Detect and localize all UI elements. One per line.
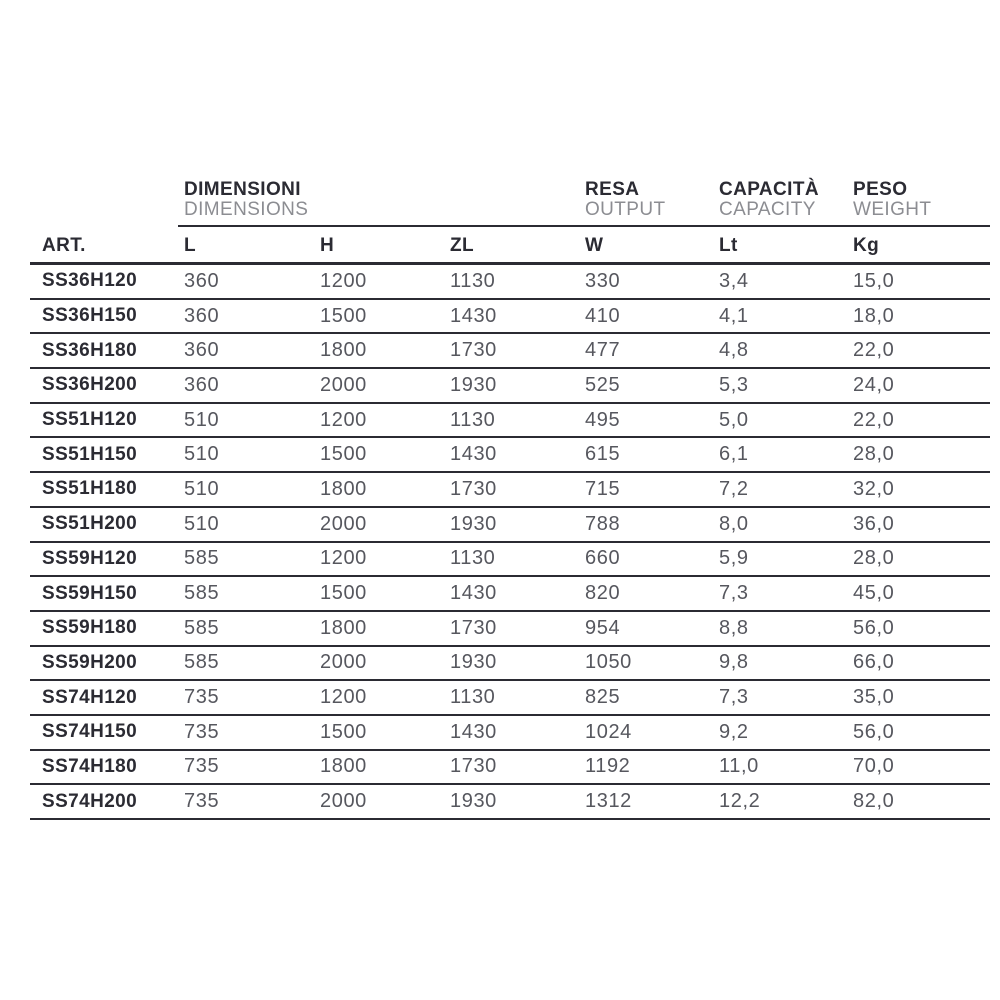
cell-art: SS36H180 xyxy=(30,333,178,368)
cell-h: 1200 xyxy=(320,542,450,577)
column-header-art: ART. xyxy=(30,226,178,264)
cell-art: SS51H180 xyxy=(30,472,178,507)
cell-zl: 1130 xyxy=(450,403,585,438)
group-header-output xyxy=(585,178,719,226)
cell-zl: 1730 xyxy=(450,333,585,368)
cell-kg: 22,0 xyxy=(853,403,990,438)
cell-zl: 1930 xyxy=(450,368,585,403)
cell-l: 735 xyxy=(178,715,320,750)
table-row xyxy=(30,403,990,438)
cell-kg: 45,0 xyxy=(853,576,990,611)
cell-zl: 1430 xyxy=(450,299,585,334)
cell-h: 1500 xyxy=(320,576,450,611)
product-spec-table xyxy=(30,178,990,820)
cell-kg: 28,0 xyxy=(853,437,990,472)
cell-l: 585 xyxy=(178,542,320,577)
cell-lt: 5,9 xyxy=(719,542,853,577)
cell-art: SS74H180 xyxy=(30,750,178,785)
table-row xyxy=(30,784,990,819)
cell-w: 525 xyxy=(585,368,719,403)
cell-zl: 1430 xyxy=(450,576,585,611)
cell-h: 1200 xyxy=(320,264,450,299)
cell-zl: 1930 xyxy=(450,784,585,819)
group-label-primary: RESA xyxy=(585,179,640,200)
cell-zl: 1930 xyxy=(450,646,585,681)
cell-art: SS74H200 xyxy=(30,784,178,819)
cell-kg: 36,0 xyxy=(853,507,990,542)
cell-art: SS36H120 xyxy=(30,264,178,299)
table-row xyxy=(30,542,990,577)
cell-h: 2000 xyxy=(320,368,450,403)
cell-h: 1500 xyxy=(320,715,450,750)
cell-w: 410 xyxy=(585,299,719,334)
group-header-dimensions xyxy=(178,178,585,226)
cell-w: 615 xyxy=(585,437,719,472)
cell-kg: 56,0 xyxy=(853,611,990,646)
table-row xyxy=(30,507,990,542)
cell-w: 954 xyxy=(585,611,719,646)
cell-l: 510 xyxy=(178,403,320,438)
cell-lt: 4,1 xyxy=(719,299,853,334)
cell-w: 1192 xyxy=(585,750,719,785)
cell-kg: 32,0 xyxy=(853,472,990,507)
cell-h: 2000 xyxy=(320,507,450,542)
cell-lt: 9,2 xyxy=(719,715,853,750)
column-header-h: H xyxy=(320,226,450,264)
cell-h: 1500 xyxy=(320,299,450,334)
cell-zl: 1730 xyxy=(450,472,585,507)
cell-w: 1312 xyxy=(585,784,719,819)
cell-lt: 4,8 xyxy=(719,333,853,368)
table-body xyxy=(30,264,990,820)
cell-art: SS36H200 xyxy=(30,368,178,403)
column-header-w: W xyxy=(585,226,719,264)
cell-zl: 1930 xyxy=(450,507,585,542)
table-row xyxy=(30,715,990,750)
group-label-secondary: CAPACITY xyxy=(719,199,816,220)
cell-lt: 7,3 xyxy=(719,576,853,611)
group-label-primary: DIMENSIONI xyxy=(184,179,301,200)
column-header-row xyxy=(30,226,990,264)
cell-zl: 1430 xyxy=(450,437,585,472)
cell-art: SS74H150 xyxy=(30,715,178,750)
group-header-weight xyxy=(853,178,990,226)
cell-kg: 18,0 xyxy=(853,299,990,334)
table-row xyxy=(30,333,990,368)
cell-lt: 7,3 xyxy=(719,680,853,715)
cell-art: SS51H150 xyxy=(30,437,178,472)
cell-l: 360 xyxy=(178,368,320,403)
cell-h: 1200 xyxy=(320,680,450,715)
column-header-l: L xyxy=(178,226,320,264)
cell-w: 495 xyxy=(585,403,719,438)
cell-kg: 70,0 xyxy=(853,750,990,785)
cell-l: 360 xyxy=(178,299,320,334)
cell-h: 1800 xyxy=(320,750,450,785)
cell-lt: 9,8 xyxy=(719,646,853,681)
cell-lt: 8,0 xyxy=(719,507,853,542)
column-header-lt: Lt xyxy=(719,226,853,264)
cell-lt: 3,4 xyxy=(719,264,853,299)
cell-kg: 22,0 xyxy=(853,333,990,368)
cell-h: 1800 xyxy=(320,333,450,368)
cell-art: SS51H120 xyxy=(30,403,178,438)
cell-w: 820 xyxy=(585,576,719,611)
cell-h: 2000 xyxy=(320,784,450,819)
cell-h: 1800 xyxy=(320,611,450,646)
cell-h: 1200 xyxy=(320,403,450,438)
cell-w: 330 xyxy=(585,264,719,299)
cell-w: 825 xyxy=(585,680,719,715)
table-row xyxy=(30,368,990,403)
cell-w: 477 xyxy=(585,333,719,368)
cell-w: 1050 xyxy=(585,646,719,681)
cell-kg: 56,0 xyxy=(853,715,990,750)
cell-kg: 66,0 xyxy=(853,646,990,681)
cell-lt: 12,2 xyxy=(719,784,853,819)
group-header-capacity xyxy=(719,178,853,226)
cell-l: 735 xyxy=(178,784,320,819)
column-header-kg: Kg xyxy=(853,226,990,264)
table-row xyxy=(30,437,990,472)
cell-art: SS36H150 xyxy=(30,299,178,334)
cell-kg: 28,0 xyxy=(853,542,990,577)
cell-lt: 7,2 xyxy=(719,472,853,507)
cell-kg: 82,0 xyxy=(853,784,990,819)
group-header-spacer xyxy=(30,178,178,226)
cell-lt: 5,3 xyxy=(719,368,853,403)
group-label-secondary: WEIGHT xyxy=(853,199,932,220)
cell-art: SS51H200 xyxy=(30,507,178,542)
cell-l: 360 xyxy=(178,333,320,368)
group-label-primary: CAPACITÀ xyxy=(719,179,819,200)
cell-w: 660 xyxy=(585,542,719,577)
cell-l: 585 xyxy=(178,576,320,611)
table-row xyxy=(30,646,990,681)
table-row xyxy=(30,264,990,299)
cell-lt: 11,0 xyxy=(719,750,853,785)
cell-w: 788 xyxy=(585,507,719,542)
column-header-zl: ZL xyxy=(450,226,585,264)
cell-h: 1800 xyxy=(320,472,450,507)
cell-l: 585 xyxy=(178,611,320,646)
table-header xyxy=(30,178,990,264)
cell-l: 510 xyxy=(178,437,320,472)
table-row xyxy=(30,611,990,646)
cell-h: 1500 xyxy=(320,437,450,472)
cell-l: 360 xyxy=(178,264,320,299)
cell-zl: 1130 xyxy=(450,542,585,577)
table-row xyxy=(30,750,990,785)
cell-zl: 1130 xyxy=(450,680,585,715)
cell-l: 510 xyxy=(178,472,320,507)
cell-lt: 5,0 xyxy=(719,403,853,438)
spec-table-container xyxy=(30,178,990,820)
cell-w: 715 xyxy=(585,472,719,507)
cell-kg: 24,0 xyxy=(853,368,990,403)
cell-zl: 1430 xyxy=(450,715,585,750)
cell-l: 510 xyxy=(178,507,320,542)
table-row xyxy=(30,680,990,715)
cell-l: 735 xyxy=(178,680,320,715)
cell-art: SS59H200 xyxy=(30,646,178,681)
table-row xyxy=(30,472,990,507)
table-row xyxy=(30,299,990,334)
cell-art: SS59H120 xyxy=(30,542,178,577)
cell-lt: 6,1 xyxy=(719,437,853,472)
cell-zl: 1130 xyxy=(450,264,585,299)
cell-kg: 35,0 xyxy=(853,680,990,715)
cell-w: 1024 xyxy=(585,715,719,750)
group-label-primary: PESO xyxy=(853,179,908,200)
cell-lt: 8,8 xyxy=(719,611,853,646)
group-label-secondary: DIMENSIONS xyxy=(184,199,309,220)
cell-art: SS74H120 xyxy=(30,680,178,715)
cell-art: SS59H150 xyxy=(30,576,178,611)
cell-l: 735 xyxy=(178,750,320,785)
cell-art: SS59H180 xyxy=(30,611,178,646)
group-header-row xyxy=(30,178,990,226)
cell-l: 585 xyxy=(178,646,320,681)
cell-kg: 15,0 xyxy=(853,264,990,299)
cell-h: 2000 xyxy=(320,646,450,681)
table-row xyxy=(30,576,990,611)
cell-zl: 1730 xyxy=(450,750,585,785)
group-label-secondary: OUTPUT xyxy=(585,199,666,220)
cell-zl: 1730 xyxy=(450,611,585,646)
